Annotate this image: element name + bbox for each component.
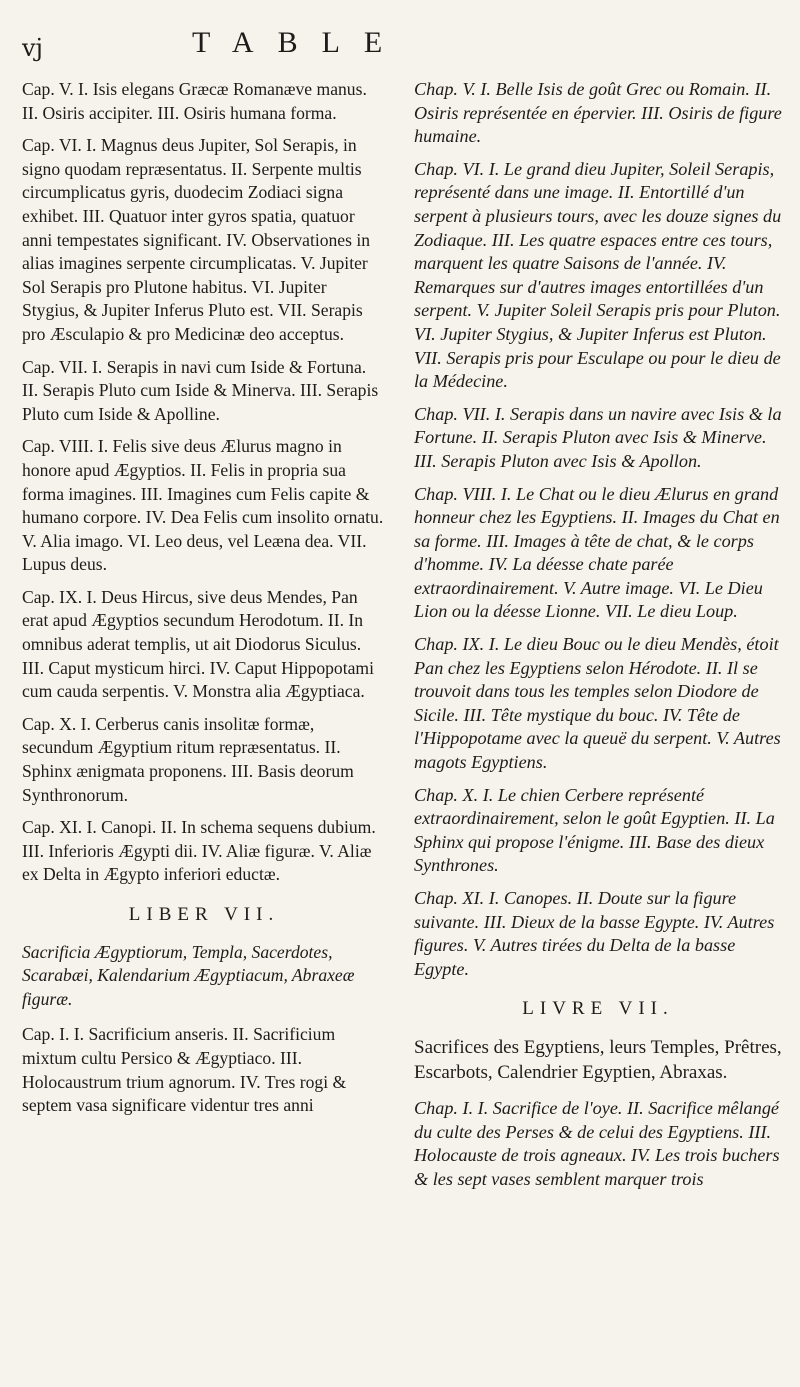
- french-entry-chap-9: Chap. IX. I. Le dieu Bouc ou le dieu Mendès, étoit Pan chez les Egyptiens selon Hérodote. II. Il se trouvoit dans tous les temples selon Diodore de Sicile. III. Tête mystique du bouc. IV. Tête de l'Hippopotame avec la queuë du serpent. V. Autres magots Egyptiens.: [414, 634, 781, 773]
- page-number: vj: [22, 34, 43, 62]
- latin-entry-cap-7: Cap. VII. I. Serapis in navi cum Iside & Fortuna. II. Serapis Pluto cum Iside & Minerva. III. Serapis Pluto cum Iside & Apolline.: [22, 356, 379, 424]
- french-book-title: LIVRE VII.: [522, 998, 674, 1020]
- french-entry-chap-8: Chap. VIII. I. Le Chat ou le dieu Ælurus en grand honneur chez les Egyptiens. II. Images du Chat en sa forme. III. Images à tête de chat, & le corps d'homme. IV. La déesse chate parée extraordinairement. V. Autre image. VI. Le Dieu Lion ou la déesse Lionne. VII. Le dieu Loup.: [414, 483, 780, 622]
- latin-entry-cap-6: Cap. VI. I. Magnus deus Jupiter, Sol Serapis, in signo quodam repræsentatus. II. Serpente multis circumplicatus gyris, duodecim Zodiaci signa exhibet. III. Quatuor inter gyros spatia, quatuor anni tempestates significant. IV. Observationes in alias imagines serpente circumplicatas. V. Jupiter Sol Serapis pro Plutone habitus. VI. Jupiter Stygius, & Jupiter Inferus Pluto est. VII. Serapis pro Æsculapio & pro Medicinæ deo acceptus.: [22, 135, 371, 344]
- latin-entry-cap-5: Cap. V. I. Isis elegans Græcæ Romanæve manus. II. Osiris accipiter. III. Osiris humana forma.: [22, 79, 367, 123]
- french-entry-chap-7: Chap. VII. I. Serapis dans un navire avec Isis & la Fortune. II. Serapis Pluton avec Isis & Minerve. III. Serapis Pluton avec Isis & Apollon.: [414, 403, 782, 471]
- latin-book-subtitle: Sacrificia Ægyptiorum, Templa, Sacerdotes, Scarabæi, Kalendarium Ægyptiacum, Abraxeæ figuræ.: [22, 941, 355, 1009]
- french-column: [414, 78, 782, 1191]
- page-header: [22, 20, 778, 72]
- latin-entry-cap-8: Cap. VIII. I. Felis sive deus Ælurus magno in honore apud Ægyptios. II. Felis in propria sua forma imagines. III. Imagines cum Felis capite & humano corpore. IV. Dea Felis cum insolito ornatu. V. Alia imago. VI. Leo deus, vel Leæna dea. VII. Lupus deus.: [22, 436, 384, 575]
- french-entry-chap-5: Chap. V. I. Belle Isis de goût Grec ou Romain. II. Osiris représentée en épervier. III. Osiris de figure humaine.: [414, 79, 782, 147]
- latin-entry-cap-9: Cap. IX. I. Deus Hircus, sive deus Mendes, Pan erat apud Ægyptios secundum Herodotum. II. In omnibus aderat templis, ut ait Diodorus Siculus. III. Caput mysticum hirci. IV. Caput Hippopotami cum cauda serpentis. V. Monstra alia Ægyptiaca.: [22, 586, 374, 702]
- running-title: TABLE: [192, 26, 407, 59]
- latin-entry-cap-11: Cap. XI. I. Canopi. II. In schema sequens dubium. III. Inferioris Ægypti dii. IV. Aliæ figuræ. V. Aliæ ex Delta in Ægypto inferiori eductæ.: [22, 817, 376, 885]
- latin-column: [22, 78, 386, 1118]
- latin-entry-cap-10: Cap. X. I. Cerberus canis insolitæ formæ, secundum Ægyptium ritum repræsentatus. II. Sphinx ænigmata proponens. III. Basis deorum Synthronorum.: [22, 713, 354, 805]
- french-entry-chap-6: Chap. VI. I. Le grand dieu Jupiter, Soleil Serapis, représenté dans une image. II. Entortillé d'un serpent à plusieurs tours, avec les douze signes du Zodiaque. III. Les quatre espaces entre ces tours, marquent les quatre Saisons de l'année. IV. Remarques sur d'autres images entortillées d'un serpent. V. Jupiter Soleil Serapis pris pour Pluton. VI. Jupiter Stygius, & Jupiter Inferus est Pluton. VII. Serapis pris pour Esculape ou pour le dieu de la Médecine.: [414, 158, 782, 392]
- french-entry-chap-11: Chap. XI. I. Canopes. II. Doute sur la figure suivante. III. Dieux de la basse Egypte. IV. Autres figures. V. Autres tirées du Delta de la basse Egypte.: [414, 888, 775, 979]
- french-entry-chap-10: Chap. X. I. Le chien Cerbere représenté extraordinairement, selon le goût Egyptien. II. La Sphinx qui propose l'énigme. III. Base des dieux Synthrones.: [414, 784, 775, 876]
- latin-book-title: LIBER VII.: [128, 904, 280, 925]
- latin-entry-cap-1: Cap. I. I. Sacrificium anseris. II. Sacrificium mixtum cultu Persico & Ægyptiaco. III. Holocaustrum trium agnorum. IV. Tres rogi & septem vasa significare videntur tres anni: [22, 1024, 347, 1116]
- french-book-subtitle: Sacrifices des Egyptiens, leurs Temples, Prêtres, Escarbots, Calendrier Egyptien, Abraxas.: [414, 1036, 782, 1083]
- french-entry-chap-1: Chap. I. I. Sacrifice de l'oye. II. Sacrifice mêlangé du culte des Perses & de celui des Egyptiens. III. Holocauste de trois agneaux. IV. Les trois buchers & les sept vases semblent marquer trois: [414, 1097, 780, 1189]
